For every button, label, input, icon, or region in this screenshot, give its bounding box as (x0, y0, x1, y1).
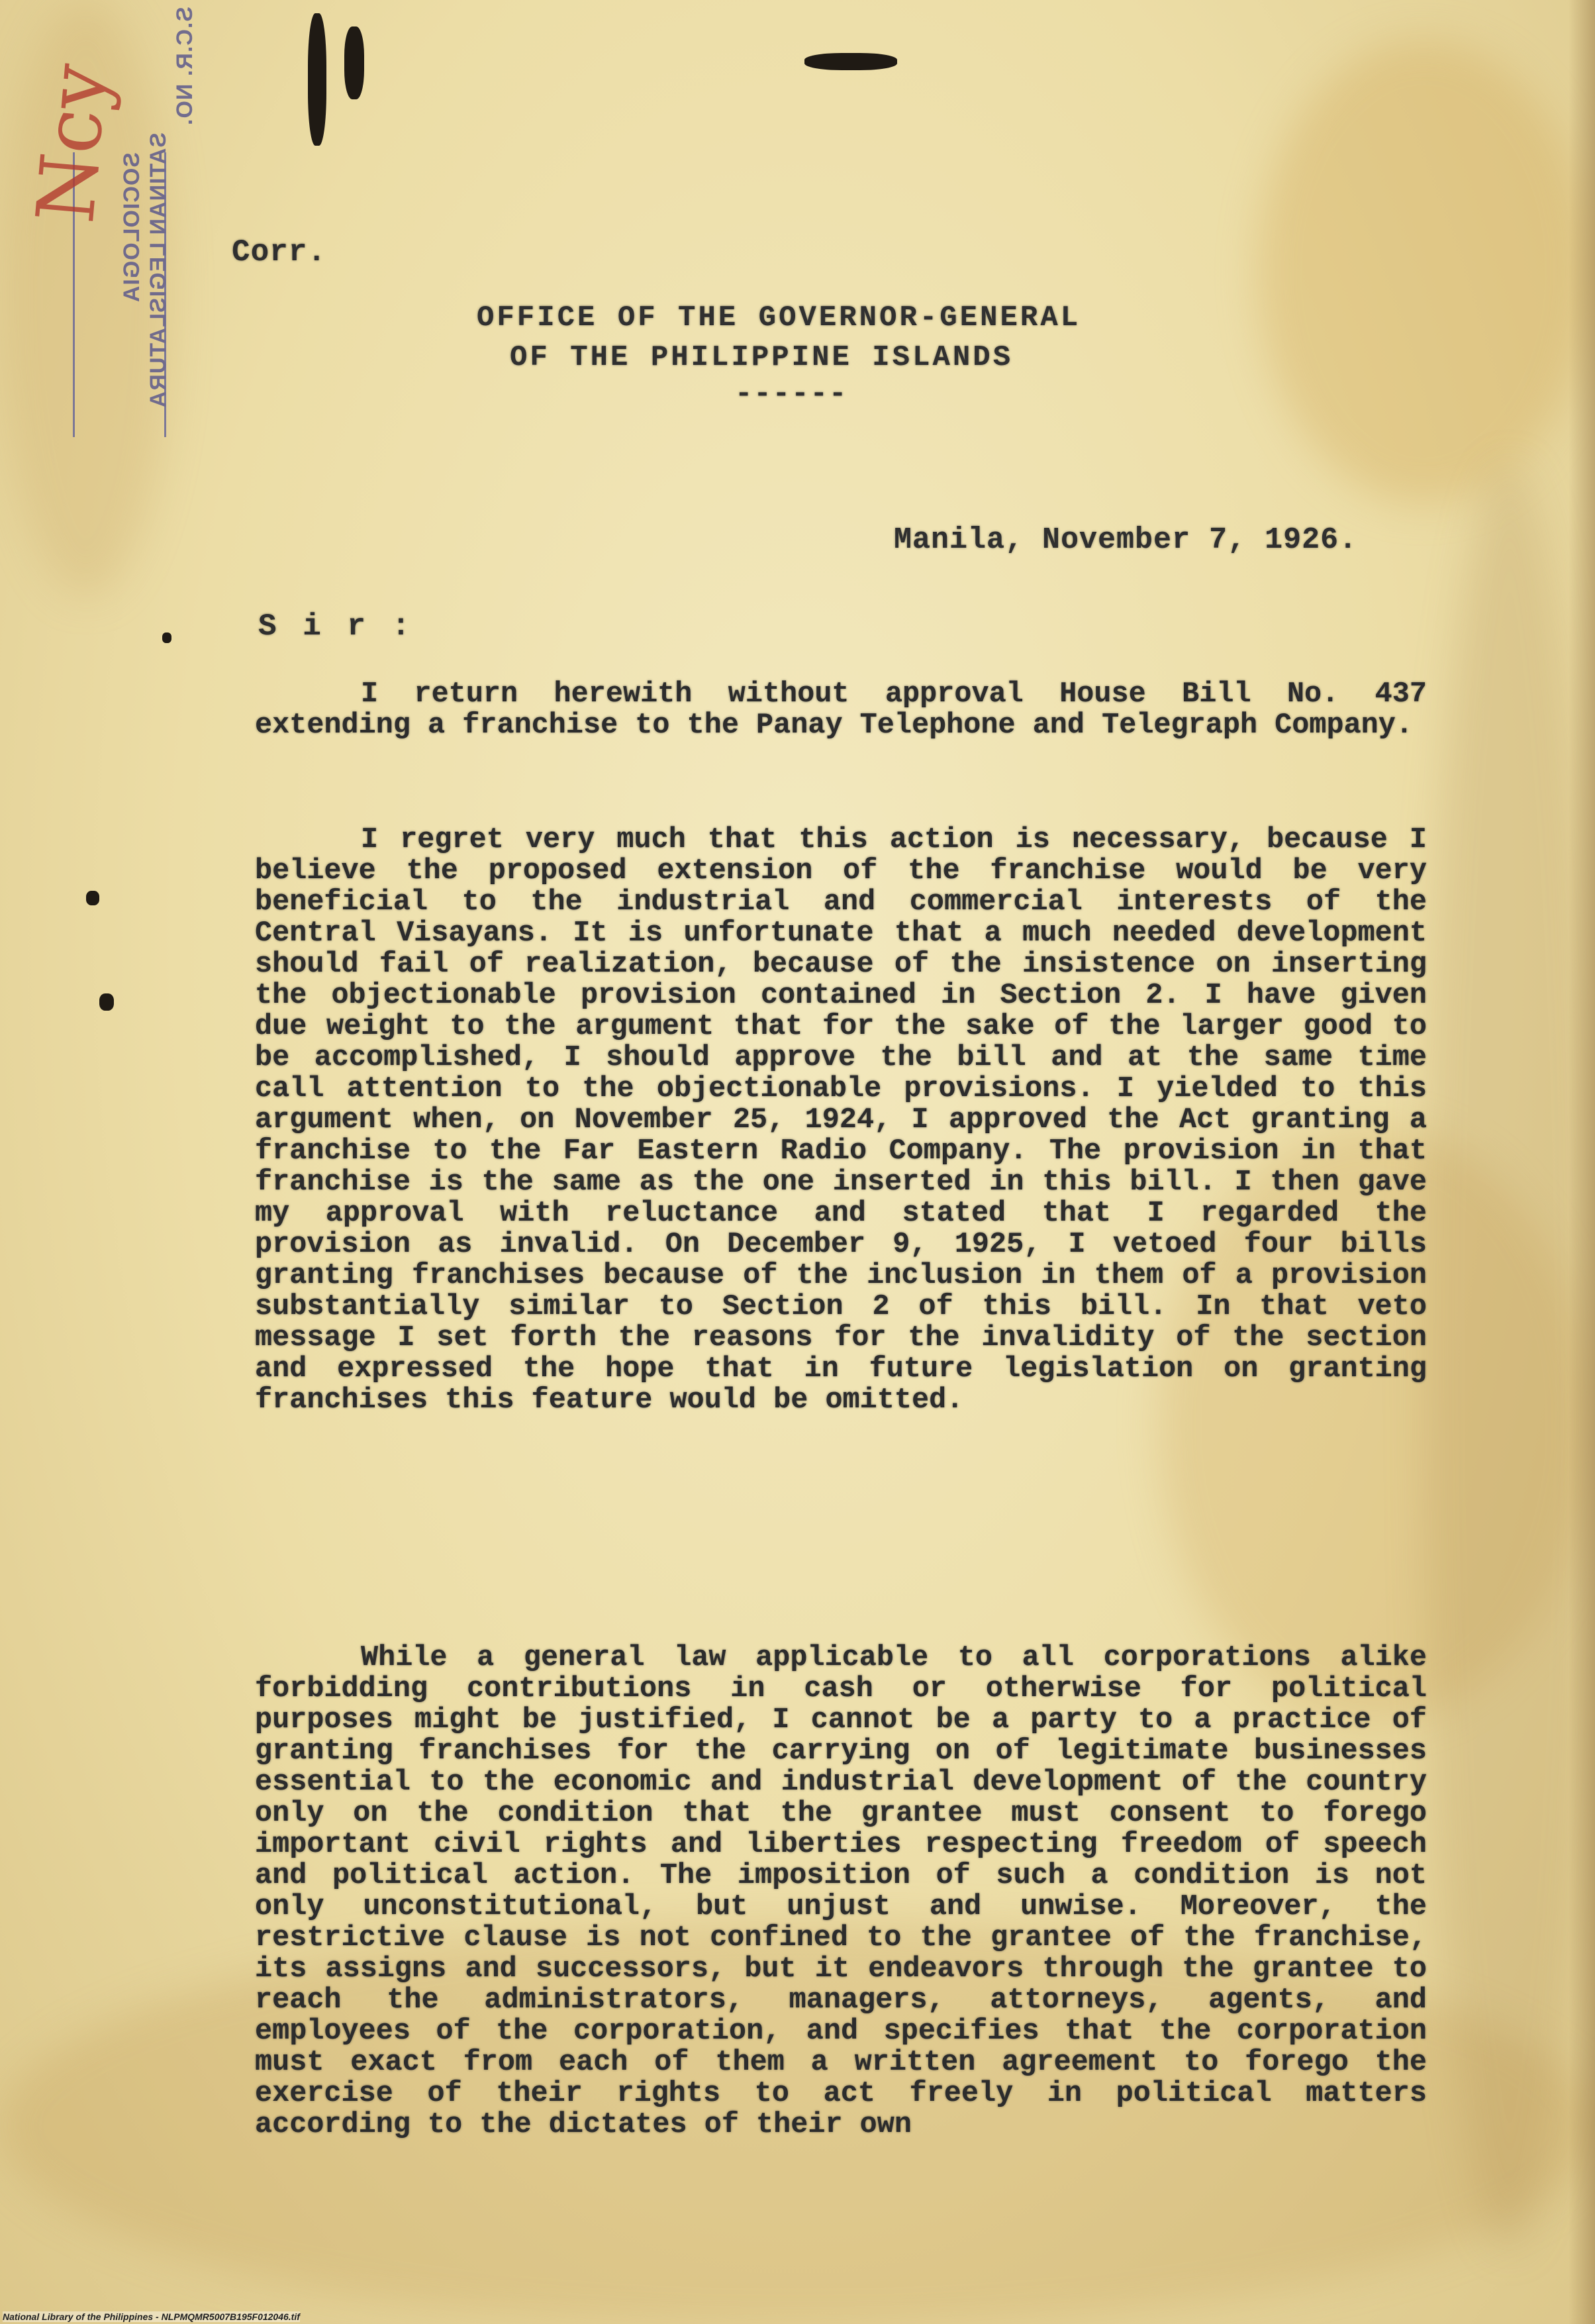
salutation: S i r : (258, 609, 414, 644)
archive-footer: National Library of the Philippines - NLPMQMR5007B195F012046.tif (3, 2311, 300, 2322)
date-line: Manila, November 7, 1926. (894, 523, 1358, 557)
paragraph-1: I return herewith without approval House Bill No. 437 extending a franchise to the Panay Telephone and Telegraph Company. (255, 678, 1427, 742)
paper-edge-shadow (1569, 0, 1595, 2324)
ink-blot (99, 993, 114, 1011)
ink-blot (308, 13, 326, 146)
ink-blot (86, 891, 99, 905)
ink-blot (344, 26, 364, 99)
paragraph-3: While a general law applicable to all corporations alike forbidding contributions in cash or otherwise for political purposes might be justified, I cannot be a party to a practice of granting franchises for the carrying on of legitimate businesses essential to the economic and industrial development of the country only on the condition that the grantee must consent to forego important civil rights and liberties respecting freedom of speech and political action. The imposition of such a condition is not only unconstitutional, but unjust and unwise. Moreover, the restrictive clause is not confined to the grantee of the franchise, its assigns and successors, but it endeavors through the grantee to reach the administrators, managers, attorneys, agents, and employees of the corporation, and specifies that the corporation must exact from each of them a written agreement to forego the exercise of their rights to act freely in political matters according to the dictates of their own (255, 1642, 1427, 2141)
handwritten-mark: Ncy (20, 60, 126, 227)
ink-blot (804, 53, 897, 70)
stamp-line: SATINAN LEGISLATURA (146, 132, 171, 409)
stamp-line: S.C.R. NO. (172, 7, 197, 126)
paragraph-2: I regret very much that this action is necessary, because I believe the proposed extension of the franchise would be very beneficial to the industrial and commercial interests of the Central Visayans. It is unfortunate that a much needed development should fail of realization, because of the insistence on inserting the objectionable provision contained in Section 2. I have given due weight to the argument that for the sake of the larger good to be accomplished, I should approve the bill and at the same time call attention to the objectionable provisions. I yielded to this argument when, on November 25, 1924, I approved the Act granting a franchise to the Far Eastern Radio Company. The provision in that franchise is the same as the one inserted in this bill. I then gave my approval with reluctance and stated that I regarded the provision as invalid. On December 9, 1925, I vetoed four bills granting franchises because of the inclusion in them of a provision substantially similar to Section 2 of this bill. In that veto message I set forth the reasons for the invalidity of the section and expressed the hope that in future legislation on granting franchises this feature would be omitted. (255, 824, 1427, 1417)
paper-stain (1258, 40, 1589, 503)
stamp-line: SOCIOLOGIA (119, 152, 144, 303)
letterhead-line-2: OF THE PHILIPPINE ISLANDS (510, 341, 1014, 374)
letterhead-line-1: OFFICE OF THE GOVERNOR-GENERAL (477, 301, 1081, 334)
ink-blot (162, 632, 171, 643)
letterhead-rule: ------ (735, 378, 848, 411)
corr-label: Corr. (232, 235, 327, 270)
